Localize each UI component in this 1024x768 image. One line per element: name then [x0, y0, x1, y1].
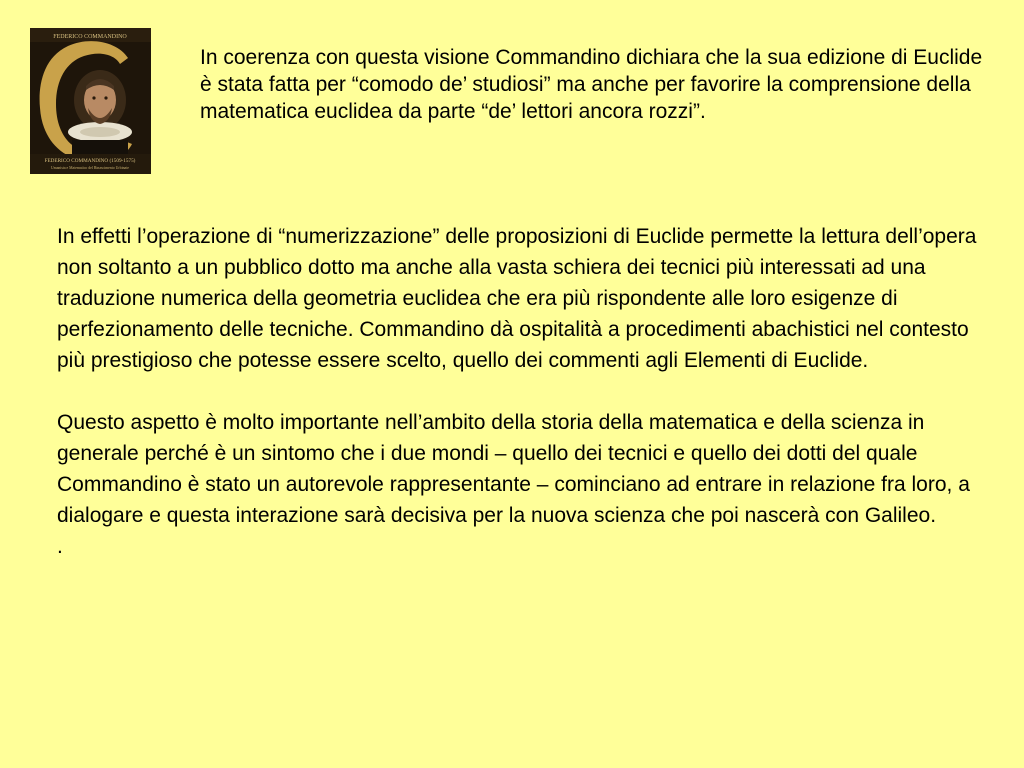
- main-text: [57, 221, 987, 562]
- trailing-mark: .: [57, 535, 63, 558]
- paragraph-storia-scienza: Questo aspetto è molto importante nell’ambito della storia della matematica e della scienza in generale perché è un sintomo che i due mondi – quello dei tecnici e quello dei dotti del quale Commandino è stato un autorevole rappresentante – cominciano ad entrare in relazione fra loro, a dialogare e questa interazione sarà decisiva per la nuova scienza che poi nascerà con Galileo.: [57, 411, 970, 527]
- logo-footer-text: FEDERICO COMMANDINO (1509-1575): [44, 158, 136, 164]
- logo-header-text: FEDERICO COMMANDINO: [53, 34, 127, 40]
- logo-footer-subtext: Umanista e Matematico del Rinascimento Urbinate: [51, 166, 129, 170]
- commandino-portrait-logo: [30, 28, 151, 174]
- intro-paragraph: In coerenza con questa visione Commandino dichiara che la sua edizione di Euclide è stata fatta per “comodo de’ studiosi” ma anche per favorire la comprensione della matematica euclidea da parte “de’ lettori ancora rozzi”.: [200, 46, 983, 123]
- paragraph-numerizzazione: In effetti l’operazione di “numerizzazione” delle proposizioni di Euclide permette la lettura dell’opera non soltanto a un pubblico dotto ma anche alla vasta schiera dei tecnici più interessati ad una traduzione numerica della geometria euclidea che era più rispondente alle loro esigenze di perfezionamento delle tecniche. Commandino dà ospitalità a procedimenti abachistici nel contesto più prestigioso che potesse essere scelto, quello dei commenti agli Elementi di Euclide.: [57, 225, 977, 372]
- portrait-logo-graphic: [30, 28, 151, 174]
